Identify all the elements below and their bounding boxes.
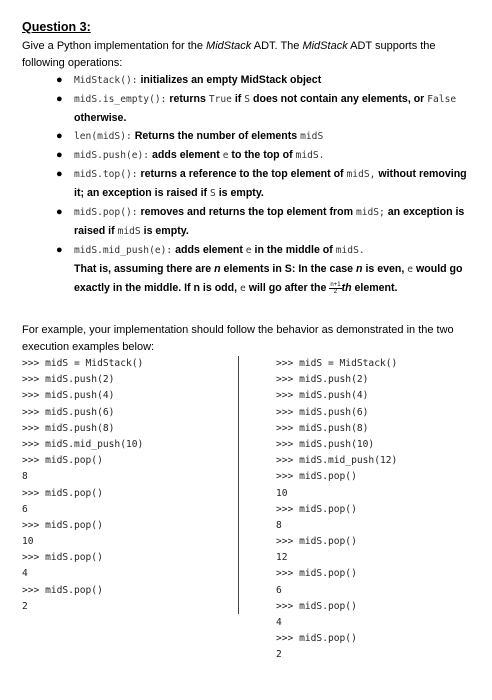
intro-text: ADT. The <box>251 40 303 52</box>
code-line: >>> midS.push(2) <box>22 374 115 386</box>
op-text: Returns the number of elements <box>131 130 301 142</box>
intro-text: ADT supports the following operations: <box>22 40 436 69</box>
bullet-icon: ● <box>56 244 63 256</box>
op-var: n <box>214 263 221 275</box>
op-code: True <box>208 94 232 105</box>
op-text: without removing it; an exception is raised if <box>74 168 467 199</box>
operation-item <box>22 146 477 165</box>
code-line: 2 <box>276 649 282 661</box>
op-text: removes and returns the top element from <box>137 206 356 218</box>
op-code: midS <box>300 131 324 142</box>
operations-list <box>22 71 477 298</box>
op-text: adds element <box>149 149 223 161</box>
example-left-code <box>22 356 143 615</box>
op-code: e <box>222 150 229 161</box>
code-line: 8 <box>276 519 282 531</box>
code-line: 6 <box>22 503 28 515</box>
code-line: >>> midS.pop() <box>276 568 357 580</box>
code-line: >>> midS.pop() <box>22 584 103 596</box>
op-text: returns a reference to the top element of <box>137 168 347 180</box>
fraction-den: 2 <box>333 288 338 295</box>
code-line: 8 <box>22 471 28 483</box>
bullet-icon: ● <box>56 130 63 142</box>
code-line: >>> midS.push(8) <box>22 422 115 434</box>
op-text: is even, <box>362 263 408 275</box>
op-text: That is, assuming there are <box>74 263 215 275</box>
op-text: element. <box>351 282 398 294</box>
code-line: 12 <box>276 552 288 564</box>
operation-item <box>22 241 477 298</box>
intro-text: Give a Python implementation for the <box>22 40 207 52</box>
op-text: does not contain any elements, or <box>250 93 428 105</box>
bullet-icon: ● <box>56 74 63 86</box>
operation-item <box>22 127 477 146</box>
op-code: e <box>240 283 246 294</box>
bullet-icon: ● <box>56 168 63 180</box>
op-text: initializes an empty MidStack object <box>137 74 322 86</box>
op-code: len(midS): <box>74 131 132 142</box>
op-code: S <box>244 94 251 105</box>
example-right-code <box>276 356 397 664</box>
code-line: 2 <box>22 600 28 612</box>
op-code: midS; <box>355 207 385 218</box>
op-code: MidStack(): <box>74 75 138 86</box>
code-line: >>> midS.pop() <box>22 519 103 531</box>
bullet-icon: ● <box>56 206 63 218</box>
op-text: if <box>231 93 245 105</box>
code-line: >>> midS.mid_push(10) <box>22 438 144 450</box>
code-line: >>> midS.push(8) <box>276 422 369 434</box>
code-line: >>> midS.mid_push(12) <box>276 455 398 467</box>
column-divider <box>238 356 239 614</box>
bullet-icon: ● <box>56 149 63 161</box>
code-line: >>> midS.push(6) <box>276 406 369 418</box>
op-suffix: th <box>341 282 352 294</box>
op-text: will go after the <box>245 282 330 294</box>
op-text: returns <box>166 93 209 105</box>
code-line: >>> midS.pop() <box>22 487 103 499</box>
op-text: to the top of <box>228 149 296 161</box>
op-code: midS.pop(): <box>74 207 138 218</box>
fraction <box>329 282 341 295</box>
op-text: in the middle of <box>251 244 336 256</box>
intro-paragraph <box>22 38 474 72</box>
op-code: midS.top(): <box>74 169 138 180</box>
code-line: >>> midS.push(2) <box>276 374 369 386</box>
code-line: >>> midS.pop() <box>276 600 357 612</box>
code-line: >>> midS.push(10) <box>276 438 375 450</box>
fraction-num: n+1 <box>330 281 341 288</box>
code-line: >>> midS.pop() <box>22 455 103 467</box>
op-text: is empty. <box>140 225 189 237</box>
op-text: otherwise. <box>74 112 127 124</box>
code-line: >>> midS.push(4) <box>276 390 369 402</box>
code-line: >>> midS.push(4) <box>22 390 115 402</box>
op-text: would go exactly in the middle. If n is odd, <box>74 263 463 294</box>
op-text: adds element <box>172 244 246 256</box>
adt-name: MidStack <box>302 40 348 52</box>
op-code: e <box>407 264 414 275</box>
op-code: midS.mid_push(e): <box>74 245 173 256</box>
code-line: 10 <box>276 487 288 499</box>
op-code: midS, <box>346 169 376 180</box>
operation-item <box>22 203 477 241</box>
op-code: e <box>245 245 252 256</box>
op-code: midS. <box>335 245 365 256</box>
code-line: 10 <box>22 536 34 548</box>
code-line: >>> midS.pop() <box>276 471 357 483</box>
op-var: n <box>356 263 363 275</box>
op-text: an exception is raised if <box>74 206 465 237</box>
op-code: midS. <box>295 150 325 161</box>
code-line: 4 <box>276 617 282 628</box>
example-intro: For example, your implementation should follow the behavior as demonstrated in the two execution examples below: <box>22 324 454 353</box>
op-text: is empty. <box>215 187 264 199</box>
code-line: >>> midS = MidStack() <box>276 358 398 369</box>
code-line: >>> midS.pop() <box>276 536 357 548</box>
code-line: 6 <box>276 584 282 596</box>
adt-name: MidStack <box>206 40 252 52</box>
code-line: >>> midS.pop() <box>276 633 357 645</box>
question-title: Question 3: <box>22 20 91 34</box>
bullet-icon: ● <box>56 93 63 105</box>
op-code: midS <box>117 226 141 237</box>
operation-item <box>22 165 477 203</box>
code-line: 4 <box>22 568 28 580</box>
code-line: >>> midS.pop() <box>22 552 103 564</box>
operation-item <box>22 71 477 90</box>
op-code: False <box>427 94 457 105</box>
op-code: S <box>210 188 216 199</box>
code-line: >>> midS.push(6) <box>22 406 115 418</box>
code-line: >>> midS.pop() <box>276 503 357 515</box>
operation-item <box>22 90 477 127</box>
op-code: midS.is_empty(): <box>74 94 167 105</box>
op-code: midS.push(e): <box>74 150 150 161</box>
code-line: >>> midS = MidStack() <box>22 358 144 369</box>
op-text: elements in S: In the case <box>220 263 357 275</box>
